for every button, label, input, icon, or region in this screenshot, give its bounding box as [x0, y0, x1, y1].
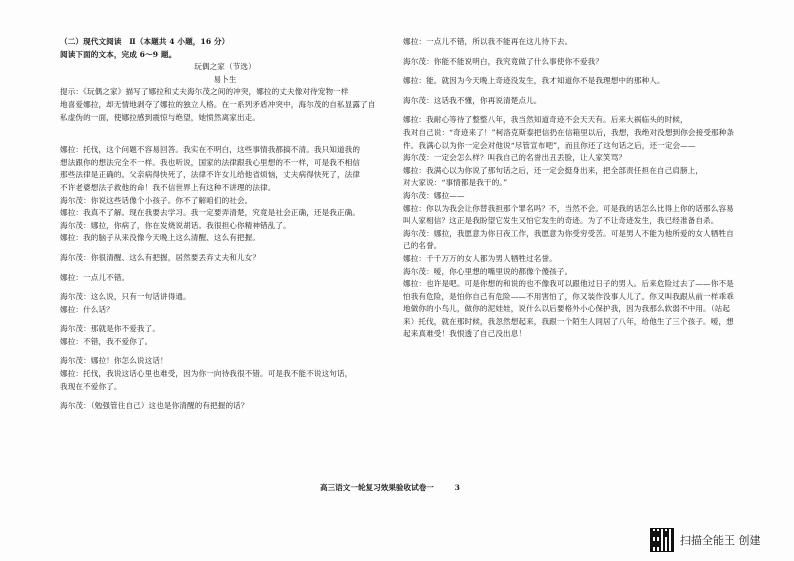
left-column [60, 36, 390, 413]
dialogue-paragraph: 娜拉：也许是吧。可是你想的和说的也不像我可以跟他过日子的男人。后来危险过去了——你不是怕我有危险，是怕你自己有危险——不用害怕了，你又装作没事人儿了。你又叫我跟从前一样乖乖地做你的小鸟儿，做你的泥娃娃，说什么以后要格外小心保护我，因为我那么软弱不中用。（站起来）托伐，就在那时候，我忽然想起来，我跟一个陌生人同居了八年，给他生了三个孩子。嗳，想起来真难受！我恨透了自己没出息！ [403, 279, 734, 339]
dialogue-line: 娜拉：托伐，这个问题不容易回答。我实在不明白，这些事情我都搞不清。我只知道我的 [60, 145, 361, 155]
dialogue-line: 我现在不爱你了。 [60, 381, 122, 391]
dialogue-line: 海尔茂：那就是你不爱我了。 [60, 324, 161, 334]
dialogue-line: 娜拉：什么话？ [60, 304, 114, 314]
page-number: 3 [454, 483, 460, 492]
watermark-text: 扫描全能王 创建 [680, 534, 761, 547]
dialogue-line: 想法跟你的想法完全不一样。我也听说，国家的法律跟我心里想的不一样，可是我不相信 [60, 157, 361, 167]
dialogue-line: 娜拉：托伐，我说这话心里也难受，因为你一向待我很不错。可是我不能不说这句话， [60, 369, 353, 379]
page-footer [320, 482, 620, 493]
dialogue-line: 海尔茂：娜拉！你怎么说这话！ [60, 356, 168, 366]
dialogue-line: 娜拉：千千万万的女人都为男人牺牲过名誉。 [403, 253, 557, 263]
qr-code-icon [650, 528, 674, 552]
instruction: 阅读下面的文本，完成 6～9 题。 [60, 49, 177, 59]
dialogue-line: 娜拉：我耐心等待了整整八年，我当然知道奇迹不会天天有。后来大祸临头的时候， [403, 115, 688, 125]
dialogue-line: 海尔茂：你很清醒、这么有把握，居然要丢弃丈夫和儿女？ [60, 252, 261, 262]
dialogue-line: 娜拉：不错，我不爱你了。 [60, 336, 153, 346]
dialogue-line: 海尔茂：这么说，只有一句话讲得通。 [60, 292, 191, 302]
right-column [403, 36, 735, 341]
dialogue-line: 娜拉：我满心以为你说了那句话之后，还一定会挺身出来，把全部责任担在自己肩膀上， [403, 165, 704, 175]
dialogue-paragraph: 娜拉：你以为我会让你替我担那个罪名吗？不，当然不会。可是我的话怎么比得上你的话那么容易叫人家相信？这正是我盼望它发生又怕它发生的奇迹。为了不让奇迹发生，我已经准备自杀。 [403, 203, 734, 226]
dialogue-paragraph: 海尔茂：娜拉，我愿意为你日夜工作，我愿意为你受穷受苦。可是男人不能为他所爱的女人牺牲自己的名誉。 [403, 228, 734, 251]
dialogue-line: 海尔茂：一定会怎么样？叫我自己的名誉出丑丢脸，让人家笑骂？ [403, 153, 627, 163]
passage-author: 易卜生 [213, 74, 237, 84]
dialogue-line: 海尔茂：你能不能说明白，我究竟做了什么事使你不爱我？ [403, 56, 604, 66]
dialogue-line: 娜拉：我的脑子从来没像今天晚上这么清醒、这么有把握。 [60, 233, 261, 243]
dialogue-line: 海尔茂：嗳，你心里想的嘴里说的都像个傻孩子。 [403, 266, 573, 276]
dialogue-line: 那些法律是正确的。父亲病得快死了，法律不许女儿给他省烦恼，丈夫病得快死了，法律 [60, 170, 361, 180]
dialogue-line: 娜拉：我真不了解。现在我要去学习。我一定要弄清楚，究竟是社会正确，还是我正确。 [60, 208, 361, 218]
dialogue-line: 不许老婆想法子救他的命！我不信世界上有这种不讲理的法律。 [60, 182, 276, 192]
dialogue-line: 海尔茂：你说这些话像个小孩子。你不了解咱们的社会。 [60, 195, 253, 205]
dialogue-line: 娜拉：能。就因为今天晚上奇迹没发生，我才知道你不是我理想中的那种人。 [403, 76, 665, 86]
dialogue-line: 海尔茂：这话我不懂，你再说清楚点儿。 [403, 95, 542, 105]
dialogue-line: 海尔茂：娜拉，你病了，你在发烧说胡话。我很担心你精神错乱了。 [60, 220, 291, 230]
scanner-watermark [650, 528, 761, 552]
dialogue-line: 海尔茂：娜拉—— [403, 190, 465, 200]
dialogue-line: 对大家说：“事情都是我干的。” [403, 178, 508, 188]
dialogue-line: 海尔茂：（勉强管住自己）这也是你清醒的有把握的话？ [60, 401, 249, 411]
intro-line: 私虚伪的一面，使娜拉感到震惊与绝望，她愤然离家出走。 [60, 112, 261, 122]
dialogue-line: 娜拉：一点儿不错。 [60, 272, 130, 282]
passage-title: 玩偶之家（节选） [194, 62, 256, 72]
dialogue-line: 娜拉：一点儿不错，所以我不能再在这儿待下去。 [403, 37, 573, 46]
intro-line: 提示：《玩偶之家》描写了娜拉和丈夫海尔茂之间的冲突，娜拉的丈夫像对待宠物一样 [60, 87, 349, 97]
section-heading: （二）现代文阅读 Ⅱ（本题共 4 小题，16 分） [60, 37, 230, 46]
footer-label: 高三语文一轮复习效果验收试卷一 [320, 483, 434, 492]
intro-line: 地喜爱娜拉，却无情地剥夺了娜拉的独立人格。在一系列矛盾冲突中，海尔茂的自私显露了自 [60, 99, 376, 109]
dialogue-paragraph: 我对自己说：“奇迹来了！”柯洛克斯泰把信扔在信箱里以后，我想，我绝对没想到你会接受那种条件。我满心以为你一定会对他说“尽管宣布吧”，而且你还了这句话之后，还一定会—— [403, 127, 735, 150]
